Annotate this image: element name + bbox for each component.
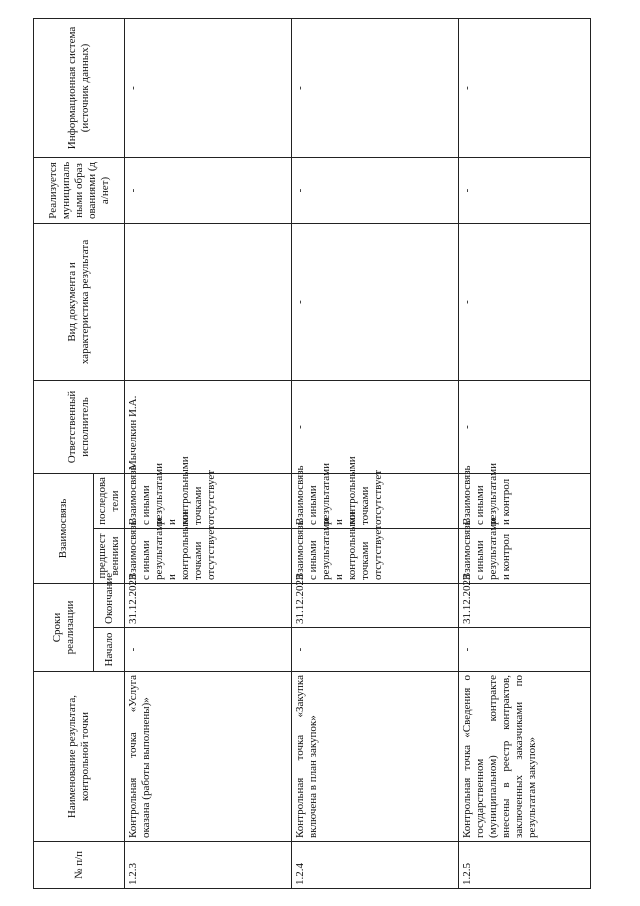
row-name: Контрольная точка «Сведения о государственном (муниципальном) контракте внесены в реестр контрактов, заключенных заказчиками по результатам закупок» [459,672,591,842]
header-num: № п/п [34,842,125,889]
row-end: 31.12.2023 [292,583,459,627]
header-resp: Ответственный исполнитель [34,380,125,473]
row-doc [125,223,292,380]
header-munic: Реализуется муниципальными образованиями (да/нет) [34,157,125,223]
row-start: - [459,628,591,672]
header-start: Начало [94,628,125,672]
header-name: Наименование результата, контрольной точки [34,672,125,842]
row-pred: Взаимосвязь с иными результатами и контрольными точками отсутствует [125,528,292,583]
row-pred: Взаимосвязь с иными результатами и контрольными точками отсутствует [292,528,459,583]
table-row [459,18,591,888]
row-munic: - [125,157,292,223]
row-pred: Взаимосвязь с иными результатами и контрол [459,528,591,583]
row-num: 1.2.5 [459,842,591,889]
row-name: Контрольная точка «Закупка включена в план закупок» [292,672,459,842]
row-doc: - [459,223,591,380]
header-terms: Сроки реализации [34,583,94,671]
table-row [125,18,292,888]
row-name: Контрольная точка «Услуга оказана (работы выполнены)» [125,672,292,842]
row-resp: Мычелкин И.А. [125,380,292,473]
row-info: - [459,18,591,157]
row-succ: Взаимосвязь с иными результатами и контрол [459,473,591,528]
row-info: - [125,18,292,157]
row-succ: Взаимосвязь с иными результатами и контрольными точками отсутствует [292,473,459,528]
row-doc: - [292,223,459,380]
row-succ: Взаимосвязь с иными результатами и контрольными точками отсутствует [125,473,292,528]
row-info: - [292,18,459,157]
header-pred: предшественники [94,528,125,583]
row-munic: - [459,157,591,223]
results-table [33,18,591,889]
row-end: 31.12.2023 [125,583,292,627]
row-resp: - [459,380,591,473]
row-start: - [292,628,459,672]
header-succ: последователи [94,473,125,528]
header-row-1 [34,18,94,888]
header-info: Информационная система (источник данных) [34,18,125,157]
row-start: - [125,628,292,672]
row-munic: - [292,157,459,223]
row-num: 1.2.3 [125,842,292,889]
row-resp: - [292,380,459,473]
rotated-table-container [33,19,585,889]
header-link: Взаимосвязь [34,473,94,583]
header-doc: Вид документа и характеристика результата [34,223,125,380]
header-end: Окончание [94,583,125,627]
row-num: 1.2.4 [292,842,459,889]
row-end: 31.12.2023 [459,583,591,627]
table-row [292,18,459,888]
